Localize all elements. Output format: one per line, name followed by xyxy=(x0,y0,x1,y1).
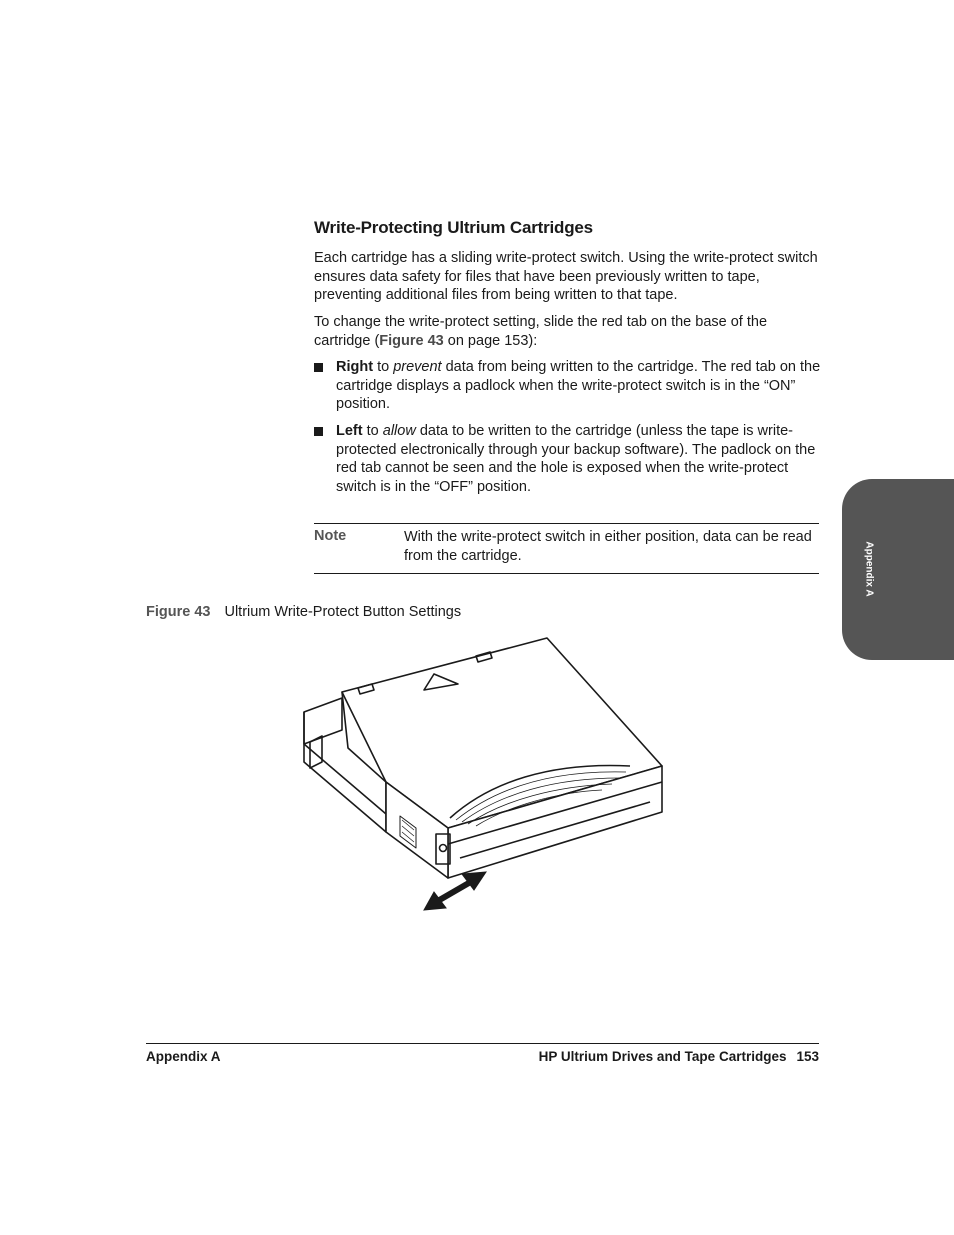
bullet-lead: Left xyxy=(336,423,363,439)
bullet-left xyxy=(314,422,822,496)
bullet-emphasis: allow xyxy=(382,423,416,439)
bullet-rest: data to be written to the cartridge (unless the tape is write-protected electronically through your backup software). The padlock on the red tab cannot be seen and the hole is exposed when the write-protect switch is in the “OFF” position. xyxy=(336,423,816,495)
figure-43-link[interactable]: Figure 43 xyxy=(379,332,444,349)
section-heading: Write-Protecting Ultrium Cartridges xyxy=(314,218,593,237)
cartridge-lower-body xyxy=(304,698,342,744)
bullet-mid: to xyxy=(373,359,394,375)
footer-rule xyxy=(146,1043,819,1044)
note-label: Note xyxy=(314,528,347,544)
note-text: With the write-protect switch in either position, data can be read from the cartridge. xyxy=(404,529,812,564)
intro-paragraph: Each cartridge has a sliding write-protect switch. Using the write-protect switch ensures data safety for files that have been previously written to tape, preventing additional files from being written to that tape. xyxy=(314,250,818,303)
bullet-right xyxy=(314,358,822,414)
double-arrow-icon xyxy=(424,872,486,910)
appendix-side-tab-label: Appendix A xyxy=(863,541,875,597)
change-text-after: on page 153): xyxy=(443,332,538,349)
bullet-rest: data from being written to the cartridge. The red tab on the cartridge displays a padlock when the write-protect switch is in the “ON” position. xyxy=(336,359,821,412)
bullet-emphasis: prevent xyxy=(393,359,442,375)
note-bottom-rule xyxy=(314,573,819,574)
footer-section: Appendix A xyxy=(146,1049,221,1064)
figure-label: Figure 43 xyxy=(146,604,211,620)
bullet-square-icon xyxy=(314,363,323,372)
footer-book-title: HP Ultrium Drives and Tape Cartridges xyxy=(538,1049,787,1064)
bullet-text xyxy=(336,358,822,414)
change-paragraph xyxy=(314,313,822,350)
bullet-lead: Right xyxy=(336,359,374,375)
note-top-rule xyxy=(314,523,819,524)
change-text-before: To change the write-protect setting, slide the red tab on the base of the cartridge ( xyxy=(314,314,768,349)
footer-title xyxy=(539,1049,819,1064)
figure-title: Ultrium Write-Protect Button Settings xyxy=(224,604,462,620)
bullet-mid: to xyxy=(362,423,383,439)
cartridge-illustration xyxy=(300,632,666,918)
bullet-square-icon xyxy=(314,427,323,436)
bullet-text xyxy=(336,422,822,496)
appendix-side-tab xyxy=(842,479,954,660)
page-number: 153 xyxy=(796,1049,819,1064)
figure-caption xyxy=(146,604,461,620)
